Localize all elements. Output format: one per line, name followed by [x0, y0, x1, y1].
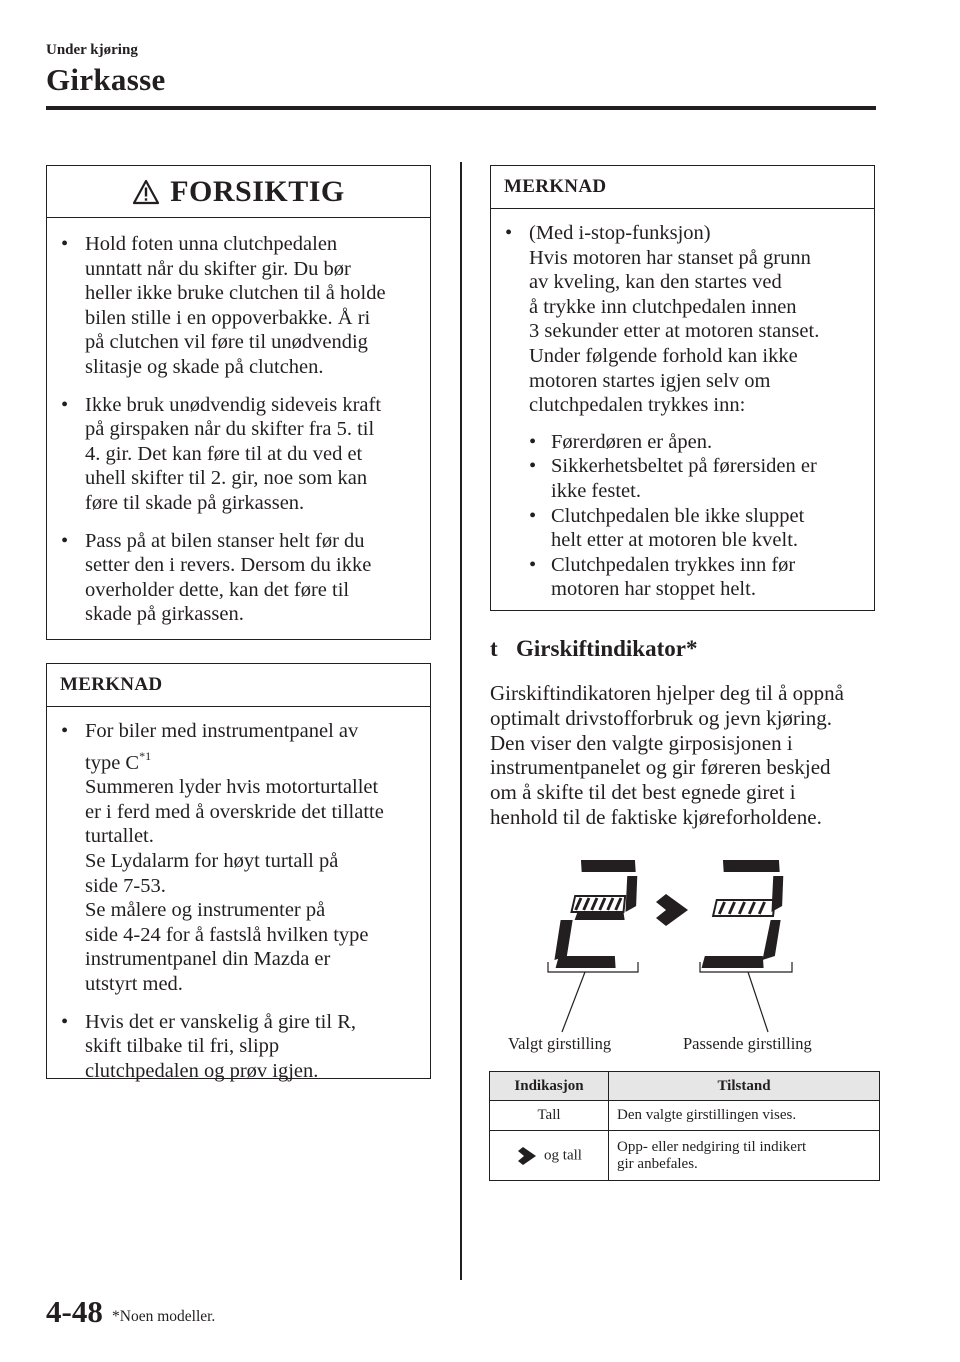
- note-item: [47, 719, 430, 997]
- text-fragment: type C: [85, 751, 140, 774]
- bullet-icon: •: [529, 553, 537, 576]
- text-line: uhell skifter til 2. gir, noe som kan: [85, 467, 368, 490]
- text-line: Girskiftindikatoren hjelper deg til å oppnå: [490, 681, 844, 705]
- bullet-icon: •: [529, 455, 537, 478]
- text-line: Ikke bruk unødvendig sideveis kraft: [85, 393, 382, 416]
- caution-item: [47, 232, 430, 380]
- column-divider: [460, 162, 462, 1280]
- text-line: Summeren lyder hvis motorturtallet: [85, 776, 379, 799]
- text-line: føre til skade på girkassen.: [85, 491, 305, 514]
- footnote: *Noen modeller.: [112, 1308, 216, 1325]
- text-line: motoren har stoppet helt.: [551, 578, 756, 601]
- text-line: side 7-53.: [85, 874, 166, 897]
- text-line: skift tilbake til fri, slipp: [85, 1035, 280, 1058]
- sub-item: [514, 430, 874, 455]
- sub-item: [514, 504, 874, 553]
- text-line: Pass på at bilen stanser helt før du: [85, 529, 365, 552]
- text-line: Førerdøren er åpen.: [551, 430, 713, 453]
- table-cell: Tall: [490, 1101, 609, 1131]
- text-line: instrumentpanelet og gir føreren beskjed: [490, 755, 831, 780]
- cell-text: og tall: [544, 1146, 582, 1163]
- text-line: Clutchpedalen ble ikke sluppet: [551, 504, 805, 527]
- caution-header: [47, 166, 430, 218]
- text-line: unntatt når du skifter gir. Du bør: [85, 257, 351, 280]
- bullet-icon: •: [61, 529, 69, 552]
- body-paragraph: [490, 681, 844, 830]
- text-line: på clutchen vil føre til unødvendig: [85, 331, 368, 354]
- text-line: utstyrt med.: [85, 972, 183, 995]
- text-line: (Med i-stop-funksjon): [529, 222, 711, 244]
- sub-item: [514, 553, 874, 602]
- caution-item: [47, 393, 430, 516]
- text-line: motoren startes igjen selv om: [529, 369, 771, 392]
- bullet-icon: •: [529, 504, 537, 527]
- bullet-icon: •: [61, 393, 69, 416]
- digit-2-display: [554, 860, 641, 968]
- note-header: MERKNAD: [491, 166, 874, 209]
- page-number: 4-48: [46, 1294, 103, 1329]
- digit-3-display: [702, 860, 787, 968]
- heading-text: Girskiftindikator*: [516, 636, 698, 661]
- segment-hatch: [571, 896, 625, 912]
- table-row: [490, 1101, 880, 1131]
- note-box-left: [46, 663, 431, 1082]
- gear-indicator-figure: [490, 850, 880, 1060]
- bullet-icon: •: [61, 720, 69, 742]
- text-line: å trykke inn clutchpedalen innen: [529, 295, 797, 318]
- text-line: instrumentpanel din Mazda er: [85, 948, 331, 971]
- warning-triangle-icon: [132, 179, 160, 205]
- sub-item: [514, 454, 874, 503]
- bullet-icon: •: [529, 430, 537, 453]
- figure-label-suitable-gear: Passende girstilling: [683, 1034, 812, 1053]
- caution-box: [46, 165, 431, 640]
- text-line: optimalt drivstofforbruk og jevn kjøring.: [490, 705, 832, 730]
- table-row: [490, 1131, 880, 1181]
- segment-hatch: [713, 900, 775, 916]
- text-line: 4. gir. Det kan føre til at du ved et: [85, 442, 363, 465]
- heading-marker: t: [490, 636, 498, 661]
- sub-list: [491, 430, 874, 602]
- table-cell: [609, 1131, 880, 1181]
- text-line: henhold til de faktiske kjøreforholdene.: [490, 804, 822, 829]
- text-line: Hvis det er vanskelig å gire til R,: [85, 1010, 356, 1033]
- note-item: [491, 221, 874, 418]
- table-cell: [490, 1131, 609, 1181]
- footnote-marker: *1: [139, 748, 152, 763]
- bullet-icon: •: [61, 1010, 69, 1033]
- text-line: side 4-24 for å fastslå hvilken type: [85, 923, 369, 946]
- note-header: MERKNAD: [47, 664, 430, 707]
- text-line: gir anbefales.: [617, 1155, 698, 1172]
- text-line: Opp- eller nedgiring til indikert: [617, 1138, 807, 1155]
- text-line: på girspaken når du skifter fra 5. til: [85, 418, 375, 441]
- text-line: Clutchpedalen trykkes inn før: [551, 553, 796, 576]
- table-header-row: [490, 1072, 880, 1101]
- leader-line-left: [562, 972, 585, 1032]
- section-heading: [490, 636, 697, 662]
- caution-item: [47, 529, 430, 627]
- text-line: bilen stille i en oppoverbakke. Å ri: [85, 306, 371, 329]
- text-line: turtallet.: [85, 825, 154, 848]
- indicator-table: [489, 1071, 880, 1181]
- table-header-cell: Indikasjon: [490, 1072, 609, 1101]
- table-cell: Den valgte girstillingen vises.: [609, 1101, 880, 1131]
- section-label: Under kjøring: [46, 42, 138, 58]
- text-line: ikke festet.: [551, 479, 641, 502]
- caution-list: [47, 218, 430, 627]
- text-line: Hvis motoren har stanset på grunn: [529, 246, 811, 269]
- text-line: helt etter at motoren ble kvelt.: [551, 529, 799, 552]
- shift-arrow-icon: [656, 894, 688, 926]
- bullet-icon: •: [61, 233, 69, 255]
- text-line: om å skifte til det best egnede giret i: [490, 780, 796, 805]
- text-line: [85, 744, 430, 776]
- text-line: Sikkerhetsbeltet på førersiden er: [551, 455, 817, 478]
- text-line: For biler med instrumentpanel av: [85, 720, 359, 742]
- text-line: Se Lydalarm for høyt turtall på: [85, 849, 339, 872]
- text-line: slitasje og skade på clutchen.: [85, 355, 324, 378]
- text-line: Se målere og instrumenter på: [85, 899, 326, 922]
- figure-label-selected-gear: Valgt girstilling: [508, 1034, 612, 1053]
- text-line: clutchpedalen og prøv igjen.: [85, 1059, 319, 1082]
- text-line: Under følgende forhold kan ikke: [529, 344, 798, 367]
- page-title: Girkasse: [46, 62, 166, 97]
- note-box-right: [490, 165, 875, 611]
- text-line: Den viser den valgte girposisjonen i: [490, 730, 793, 755]
- table-header-cell: Tilstand: [609, 1072, 880, 1101]
- text-line: heller ikke bruke clutchen til å holde: [85, 282, 386, 305]
- note-list: [47, 707, 430, 1083]
- title-rule: [46, 106, 876, 110]
- text-line: er i ferd med å overskride det tillatte: [85, 800, 384, 823]
- bullet-icon: •: [505, 222, 513, 244]
- text-line: setter den i revers. Dersom du ikke: [85, 554, 372, 577]
- text-line: 3 sekunder etter at motoren stanset.: [529, 320, 820, 343]
- text-line: overholder dette, kan det føre til: [85, 578, 350, 601]
- shift-arrow-icon: [516, 1147, 538, 1165]
- text-line: skade på girkassen.: [85, 603, 244, 626]
- text-line: av kveling, kan den startes ved: [529, 271, 782, 294]
- leader-line-right: [748, 972, 768, 1032]
- note-list: [491, 209, 874, 602]
- note-item: [47, 1010, 430, 1084]
- text-line: clutchpedalen trykkes inn:: [529, 394, 746, 417]
- caution-title: FORSIKTIG: [170, 174, 345, 208]
- text-line: Hold foten unna clutchpedalen: [85, 233, 338, 255]
